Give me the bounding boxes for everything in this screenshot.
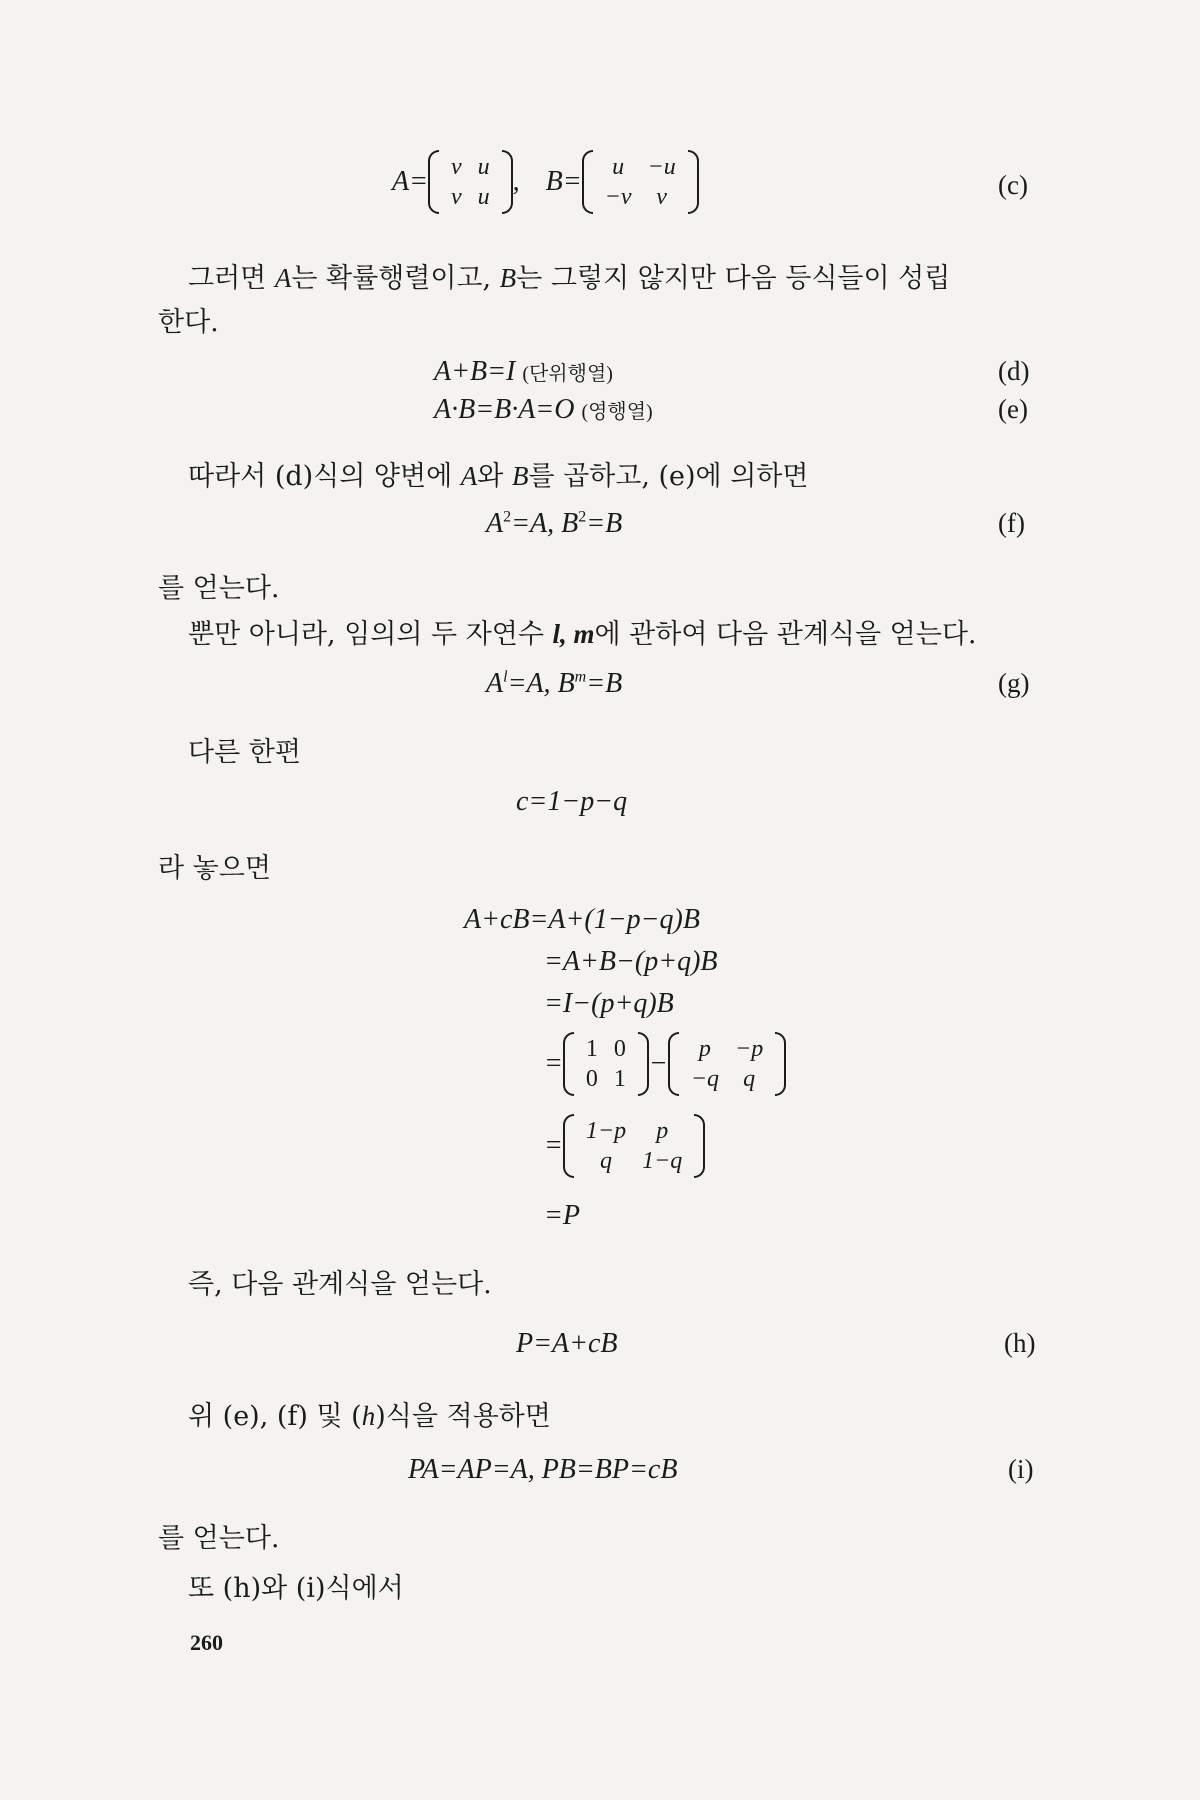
derivation-line-5 [544,1114,705,1178]
paragraph-5: 다른 한편 [188,737,301,768]
identity-matrix-cell: 1 [613,1066,626,1092]
paragraph-1-line-1 [188,256,950,295]
transition-matrix-row [578,1116,690,1146]
var-a: A [274,263,292,293]
text: 뿐만 아니라, 임의의 두 자연수 [188,619,553,650]
equation-tag-d: (d) [998,356,1030,386]
identity-matrix-row [578,1034,634,1064]
equation-f [486,508,622,540]
vars-l-m: l, m [552,619,595,649]
equation-c [392,150,699,214]
var-a: A [460,461,478,491]
text: 를 곱하고, (e)에 의하면 [528,461,809,492]
text: 는 그렇지 않지만 다음 등식들이 성립 [516,263,951,294]
text: 는 확률행렬이고, [291,263,500,294]
identity-matrix-row [578,1064,634,1094]
expr: =A, [511,508,562,539]
pq-matrix-row [683,1064,771,1094]
equation-d-expr: A+B=I [434,356,516,387]
equation-c-definition: c=1−p−q [516,786,628,817]
text: 위 (e), (f) 및 ( [188,1401,362,1432]
matrix-b [582,150,699,214]
expr: B [561,508,579,539]
derivation-line-2: =A+B−(p+q)B [544,946,718,977]
equation-tag-f: (f) [998,508,1025,538]
identity-matrix-cell: 0 [585,1066,598,1092]
pq-matrix-cell: −q [690,1066,720,1092]
matrix-a-cell: u [477,154,490,180]
pq-matrix-row [683,1034,771,1064]
transition-matrix-cell: p [656,1118,669,1144]
paragraph-8 [188,1394,551,1433]
text: 와 [477,461,512,492]
text: 따라서 (d)식의 양변에 [188,461,461,492]
expr: =B [586,508,623,539]
matrix-a-cell: v [451,154,462,180]
matrix-b-label: B= [545,166,582,197]
matrix-a-cell: u [477,184,490,210]
expr: A [486,668,504,699]
var-h: h [361,1401,376,1431]
matrix-b-cell: u [612,154,625,180]
equation-d [434,356,613,388]
pq-matrix [668,1032,786,1096]
derivation-line-6: =P [544,1200,580,1231]
equation-i: PA=AP=A, PB=BP=cB [408,1454,678,1485]
identity-matrix [563,1032,649,1096]
paragraph-2 [188,454,808,493]
page-number: 260 [190,1630,223,1655]
exponent: l [503,668,508,686]
paragraph-7: 즉, 다음 관계식을 얻는다. [188,1269,492,1300]
equation-e-expr: A·B=B·A=O [434,394,575,425]
matrix-b-cell: −u [647,154,676,180]
equals-sign: = [544,1048,563,1079]
pq-matrix-cell: −p [735,1036,764,1062]
minus-sign: − [648,1048,668,1079]
derivation-line-4 [544,1032,786,1096]
matrix-a-label: A= [392,166,428,197]
identity-matrix-cell: 1 [585,1036,598,1062]
equation-e [434,394,653,426]
expr: =B [586,668,623,699]
equation-tag-h: (h) [1004,1328,1036,1358]
paragraph-4 [188,612,976,651]
equation-g [486,668,622,700]
equation-separator: , [512,166,520,197]
paragraph-6: 라 놓으면 [158,853,271,884]
text: 그러면 [188,263,275,294]
pq-matrix-cell: q [743,1066,756,1092]
paragraph-9: 를 얻는다. [158,1523,280,1554]
identity-matrix-cell: 0 [613,1036,626,1062]
matrix-b-cell: −v [604,184,632,210]
matrix-a-row [443,182,498,212]
transition-matrix-cell: 1−q [642,1148,683,1174]
expr: A [486,508,504,539]
matrix-b-cell: v [656,184,667,210]
exponent: 2 [578,508,587,526]
pq-matrix-cell: p [698,1036,711,1062]
text: 에 관하여 다음 관계식을 얻는다. [594,619,977,650]
matrix-b-row [597,152,684,182]
equation-tag-g: (g) [998,668,1030,698]
equation-e-note: (영행열) [581,401,653,423]
equation-tag-i: (i) [1008,1454,1034,1484]
matrix-a [428,150,513,214]
equation-tag-e: (e) [998,394,1028,424]
exponent: 2 [503,508,512,526]
paragraph-3: 를 얻는다. [158,573,280,604]
matrix-a-row [443,152,498,182]
derivation-line-1: A+cB=A+(1−p−q)B [464,904,700,935]
var-b: B [499,263,517,293]
equation-h: P=A+cB [516,1328,618,1359]
transition-matrix-cell: 1−p [585,1118,627,1144]
transition-matrix [563,1114,705,1178]
var-b: B [511,461,529,491]
equals-sign: = [544,1130,563,1161]
matrix-a-cell: v [451,184,462,210]
expr: B [557,668,575,699]
matrix-b-row [597,182,684,212]
paragraph-1-line-2: 한다. [158,307,219,338]
equation-d-note: (단위행열) [522,363,613,385]
equation-tag-c: (c) [998,170,1028,200]
expr: =A, [507,668,558,699]
derivation-line-3: =I−(p+q)B [544,988,674,1019]
text: )식을 적용하면 [375,1401,551,1432]
transition-matrix-row [578,1146,690,1176]
paragraph-10: 또 (h)와 (i)식에서 [188,1573,404,1604]
transition-matrix-cell: q [600,1148,612,1174]
exponent: m [574,668,587,686]
